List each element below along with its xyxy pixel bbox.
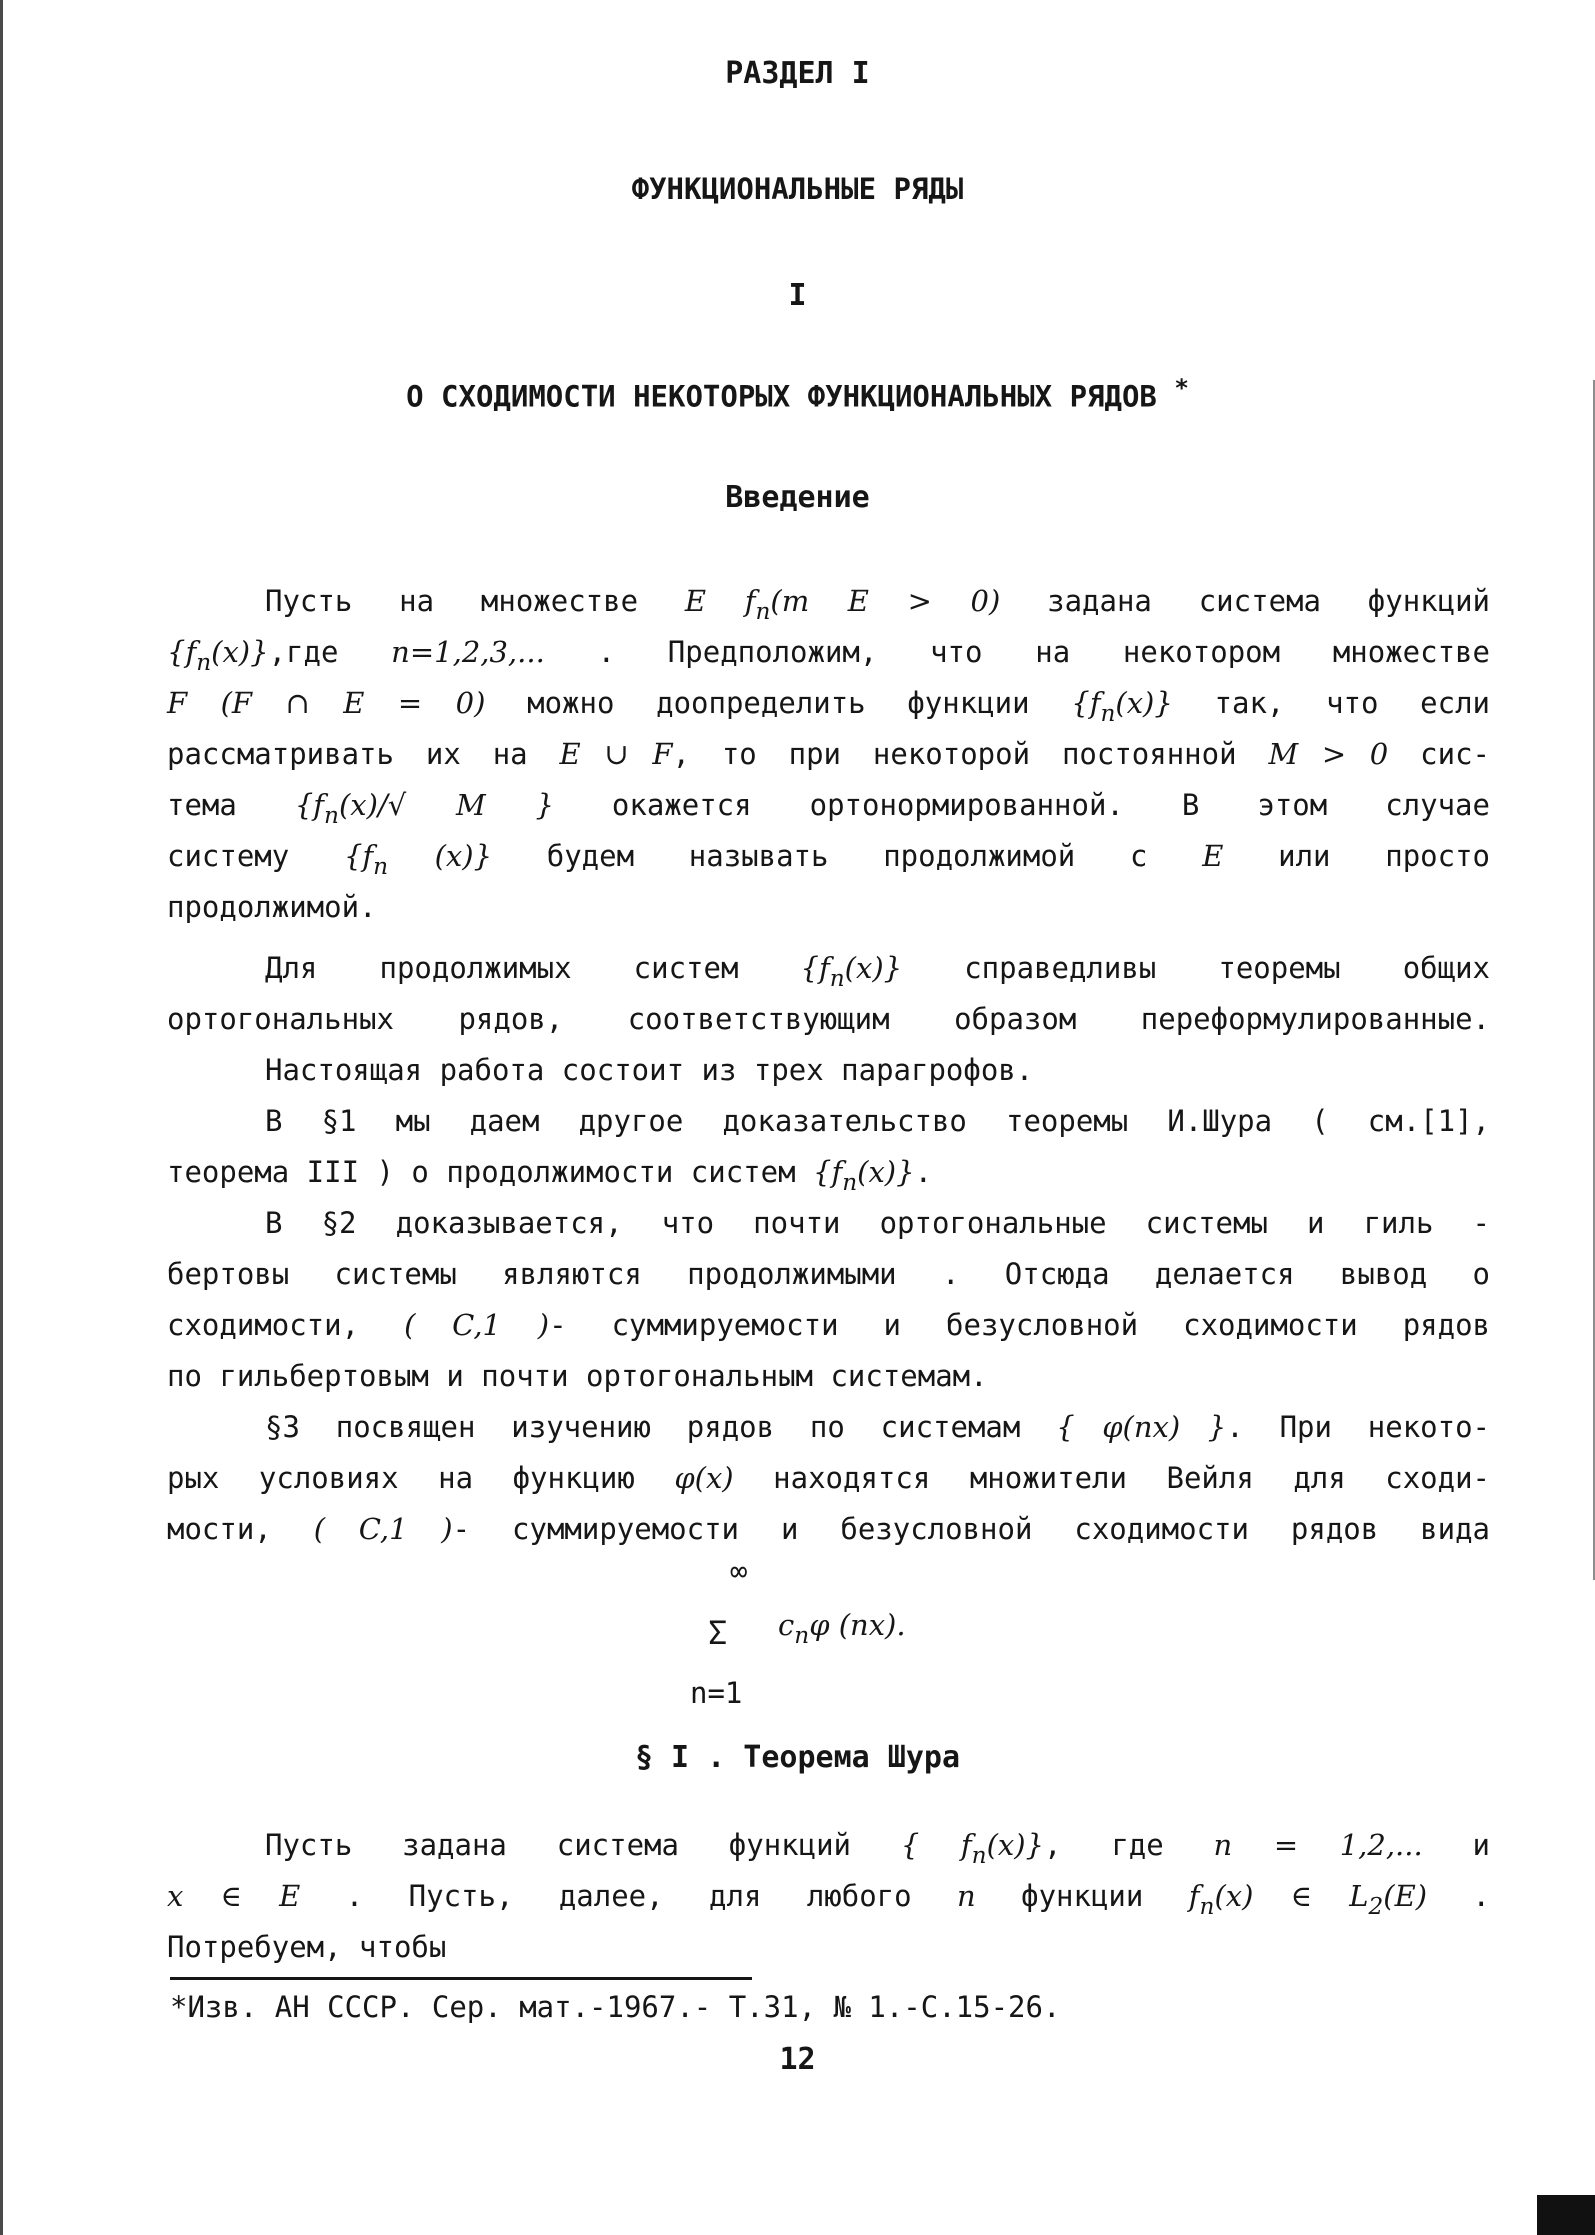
text-line: рых условиях на функцию φ(x) находятся множители Вейля для сходи-: [167, 1461, 1490, 1495]
section-heading: РАЗДЕЛ I: [725, 56, 870, 91]
text-line: Для продолжимых систем $\{f_n(x)\}$ справедливы теоремы общих: [265, 951, 1490, 993]
text-line: тема {$f_n(x)/√$ M } окажется ортонормированной. В этом случае: [167, 788, 1490, 830]
text-line: Пусть на множестве E $f_n(m$ E > 0) задана система функций: [265, 584, 1491, 626]
text-line: §3 посвящен изучению рядов по системам { φ(nx) }. При некото-: [265, 1410, 1490, 1444]
article-title-text: О СХОДИМОСТИ НЕКОТОРЫХ ФУНКЦИОНАЛЬНЫХ РЯДОВ: [406, 379, 1157, 414]
text-line: Потребуем, чтобы: [167, 1930, 447, 1964]
intro-heading: Введение: [725, 480, 870, 515]
text-line: В §1 мы даем другое доказательство теоремы И.Шура ( см.[1],: [265, 1104, 1490, 1138]
intro-paragraph-3: [167, 1045, 1490, 1096]
text-line: бертовы системы являются продолжимыми . Отсюда делается вывод о: [167, 1257, 1490, 1291]
text-line: систему {$f_n$ (x)} будем называть продолжимой с E или просто: [167, 839, 1491, 881]
footnote-rule: [170, 1977, 752, 1980]
section1-heading: § I . Теорема Шура: [634, 1740, 961, 1775]
article-title: [0, 374, 1595, 414]
text-line: F (F ∩ E = 0) можно доопределить функции $\{f_n(x)\}$ так, что если: [167, 686, 1490, 728]
scan-edge-left: [0, 0, 3, 2235]
text-line: $\{f_n(x)\},где$ n=1,2,3,... . Предположим, что на некотором множестве: [167, 635, 1490, 677]
sum-term: $c_n\varphi$ (nx).: [778, 1608, 906, 1650]
sum-upper-limit: ∞: [730, 1554, 748, 1588]
text-line: рассматривать их на E ∪ F, то при некоторой постоянной M > 0 сис-: [167, 737, 1490, 771]
part-title: ФУНКЦИОНАЛЬНЫЕ РЯДЫ: [631, 172, 964, 206]
scan-corner-mark: [1537, 2195, 1595, 2235]
sigma-symbol: Σ: [708, 1614, 728, 1652]
text-line: теорема III ) о продолжимости систем $\{f_n(x)\}$.: [167, 1155, 933, 1197]
intro-paragraph-1: [167, 576, 1490, 933]
text-line: Пусть задана система функций { $f_n(x)$}, где n = 1,2,... и: [265, 1828, 1491, 1870]
intro-paragraph-5: [167, 1198, 1490, 1402]
footnote: *Изв. АН СССР. Сер. мат.-1967.- Т.31, № 1.-С.15-26.: [170, 1990, 1061, 2024]
text-line: В §2 доказывается, что почти ортогональные системы и гиль -: [265, 1206, 1490, 1240]
chapter-number: I: [788, 278, 807, 313]
intro-paragraph-6: [167, 1402, 1490, 1555]
intro-paragraph-4: [167, 1096, 1490, 1198]
text-line: ортогональных рядов, соответствующим образом переформулированные.: [167, 1002, 1490, 1036]
text-line: сходимости, ( C,1 )- суммируемости и безусловной сходимости рядов: [167, 1308, 1491, 1342]
text-line: продолжимой.: [167, 890, 377, 924]
section1-paragraph: [167, 1820, 1490, 1973]
text-line: x ∈ E . Пусть, далее, для любого n функции $f_n(x)$ ∈ $L_2(E)$ .: [167, 1879, 1490, 1921]
sum-lower-limit: n=1: [690, 1676, 743, 1710]
text-line: мости, ( C,1 )- суммируемости и безусловной сходимости рядов вида: [167, 1512, 1491, 1546]
intro-paragraph-2: [167, 943, 1490, 1045]
page-number: 12: [779, 2042, 816, 2077]
text-line: Настоящая работа состоит из трех парагрофов.: [265, 1053, 1034, 1087]
article-footnote-mark: *: [1174, 374, 1189, 402]
text-line: по гильбертовым и почти ортогональным системам.: [167, 1359, 988, 1393]
